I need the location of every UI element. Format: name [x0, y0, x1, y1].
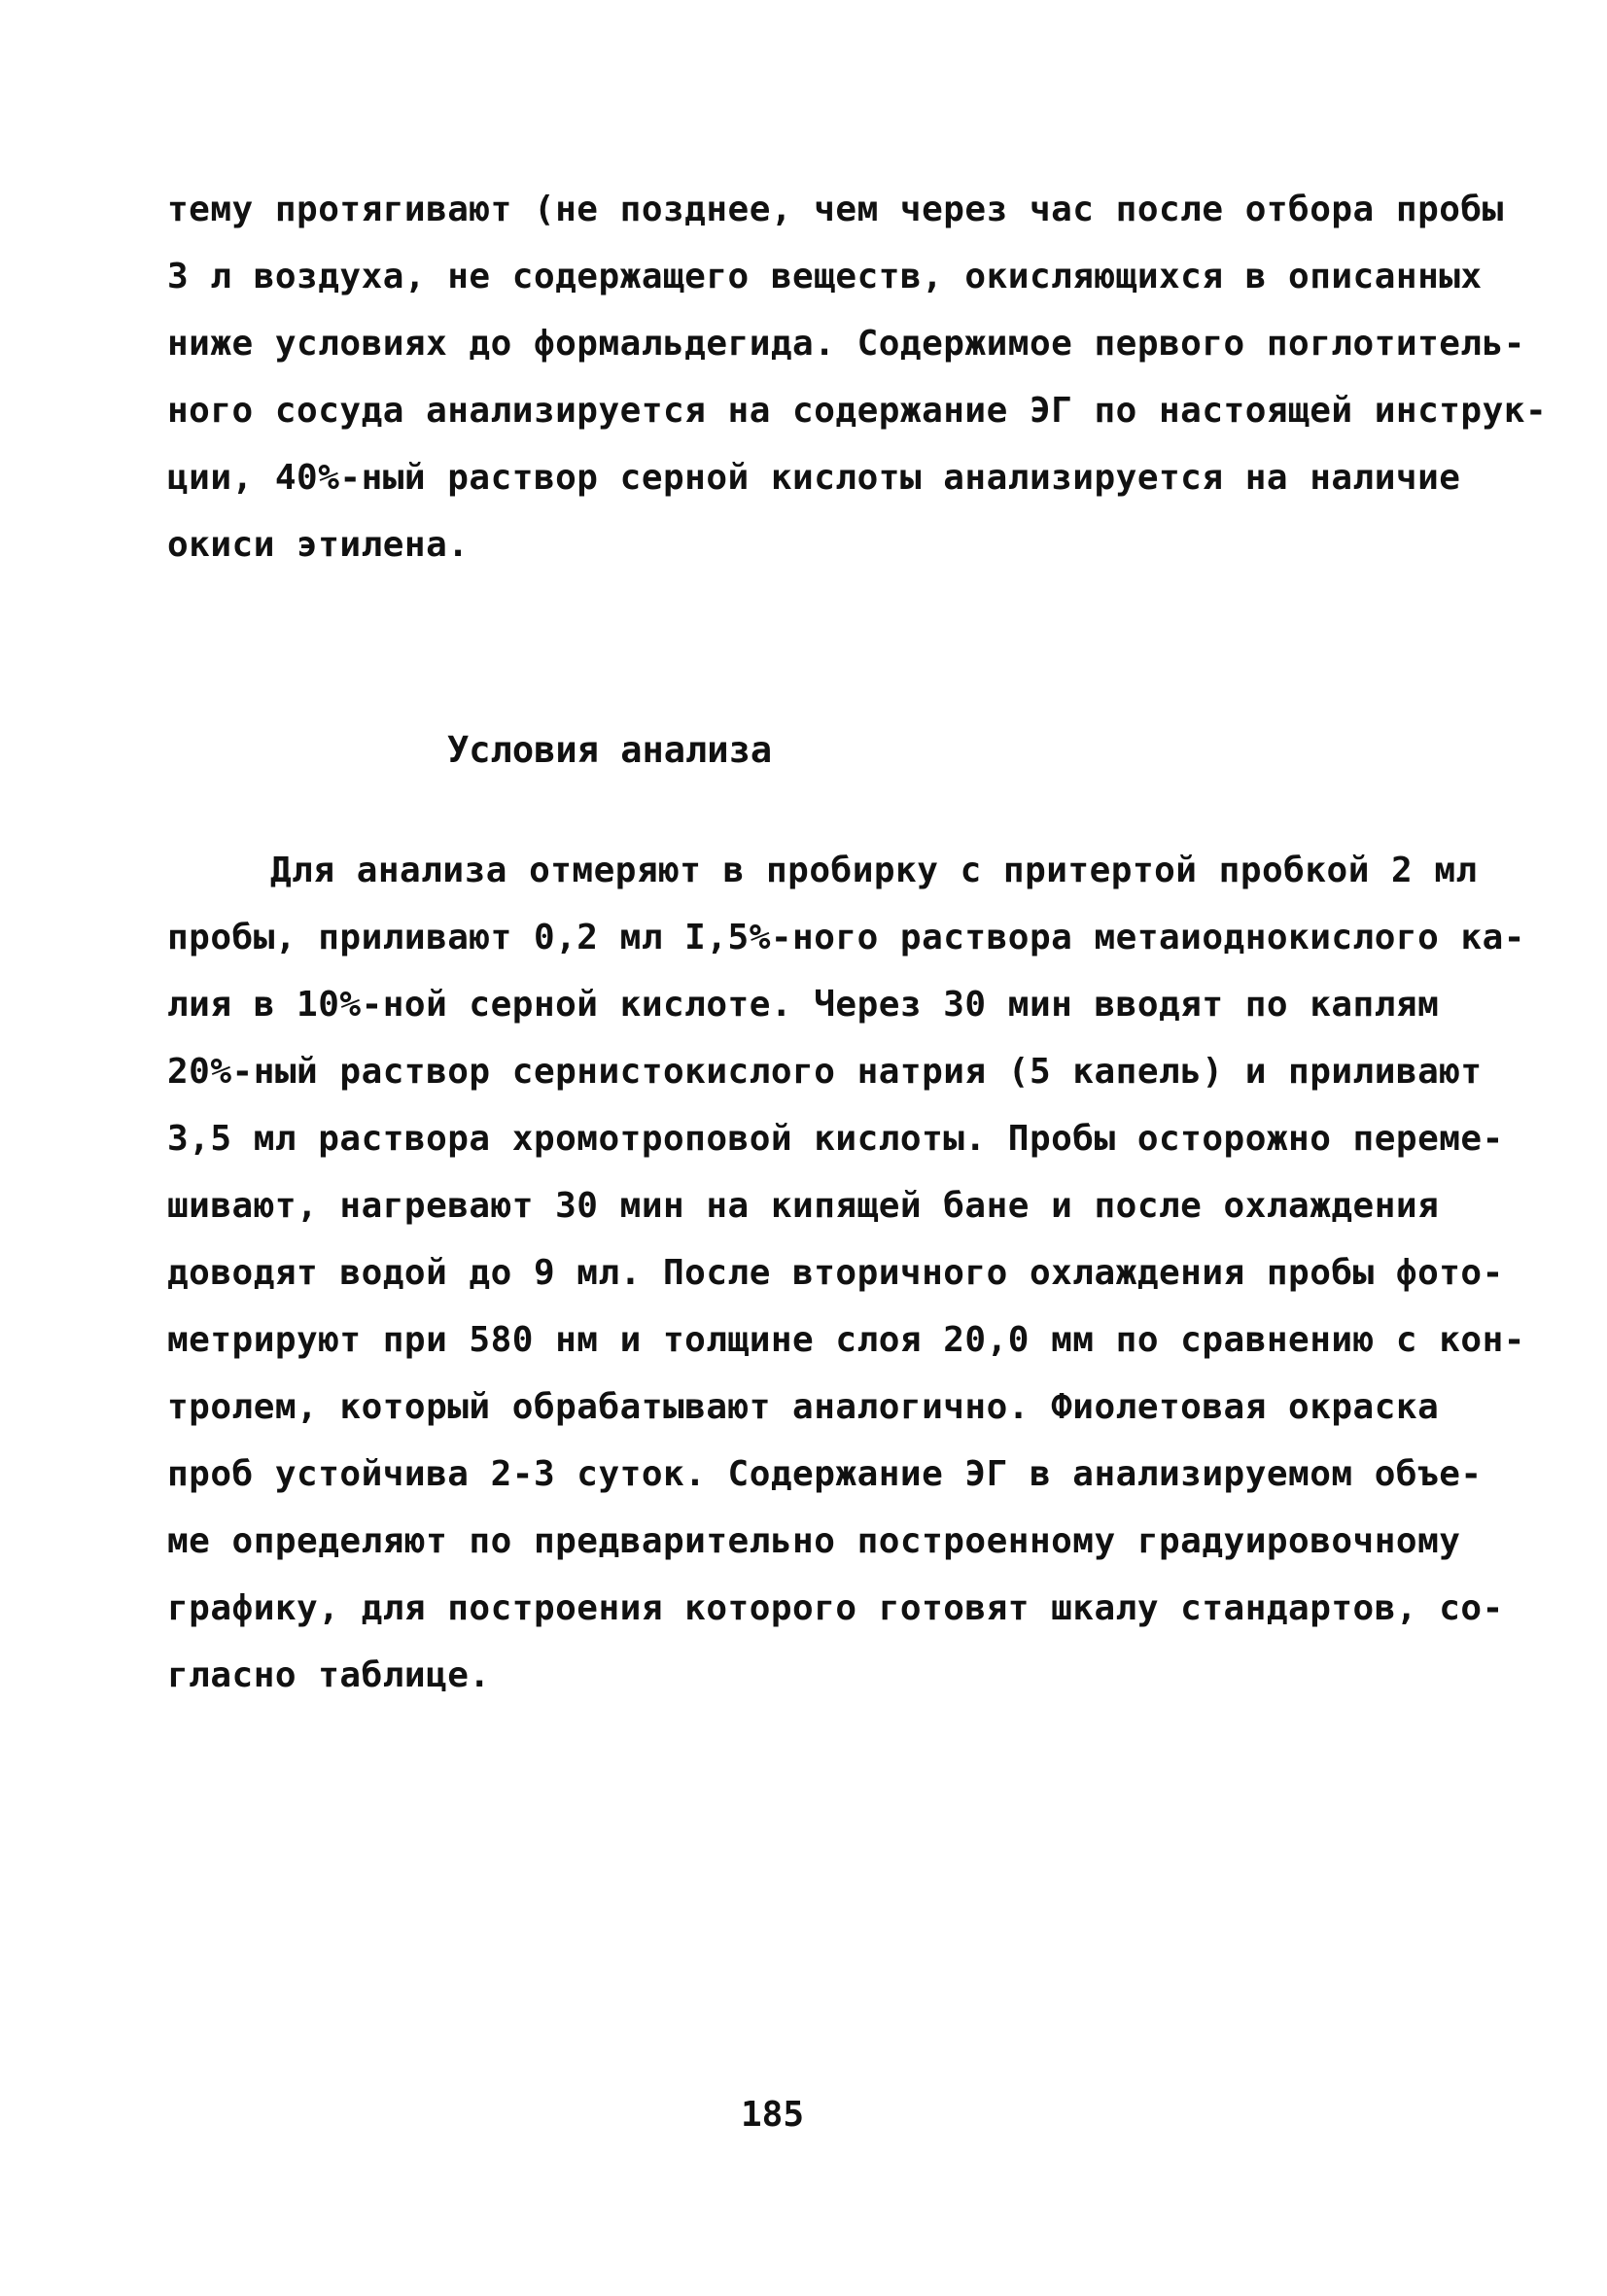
text-line: гласно таблице. [167, 1655, 491, 1695]
section-heading: Условия анализа [447, 729, 773, 771]
text-line: тему протягивают (не позднее, чем через час после отбора пробы [167, 190, 1504, 229]
text-line: ме определяют по предварительно построенному градуировочному [167, 1521, 1461, 1561]
text-line: Для анализа отмеряют в пробирку с притертой пробкой 2 мл [270, 851, 1478, 890]
text-line: проб устойчива 2-3 суток. Содержание ЭГ в анализируемом объе- [167, 1454, 1483, 1494]
text-line: лия в 10%-ной серной кислоте. Через 30 мин вводят по каплям [167, 985, 1440, 1025]
text-line: ного сосуда анализируется на содержание ЭГ по настоящей инструк- [167, 391, 1548, 431]
text-line: пробы, приливают 0,2 мл I,5%-ного раствора метаиоднокислого ка- [167, 918, 1525, 957]
text-line: метрируют при 580 нм и толщине слоя 20,0 мм по сравнению с кон- [167, 1320, 1525, 1360]
text-line: ции, 40%-ный раствор серной кислоты анализируется на наличие [167, 458, 1461, 498]
text-line: 3 л воздуха, не содержащего веществ, окисляющихся в описанных [167, 257, 1483, 296]
text-line: 3,5 мл раствора хромотроповой кислоты. Пробы осторожно переме- [167, 1119, 1504, 1159]
text-line: ниже условиях до формальдегида. Содержимое первого поглотитель- [167, 324, 1525, 364]
text-line: окиси этилена. [167, 525, 470, 565]
text-line: графику, для построения которого готовят шкалу стандартов, со- [167, 1588, 1504, 1628]
text-line: доводят водой до 9 мл. После вторичного охлаждения пробы фото- [167, 1253, 1504, 1293]
text-line: 20%-ный раствор сернистокислого натрия (5 капель) и приливают [167, 1052, 1483, 1092]
text-line: шивают, нагревают 30 мин на кипящей бане и после охлаждения [167, 1186, 1440, 1226]
page-number: 185 [741, 2095, 805, 2135]
text-line: тролем, который обрабатывают аналогично. Фиолетовая окраска [167, 1387, 1440, 1427]
